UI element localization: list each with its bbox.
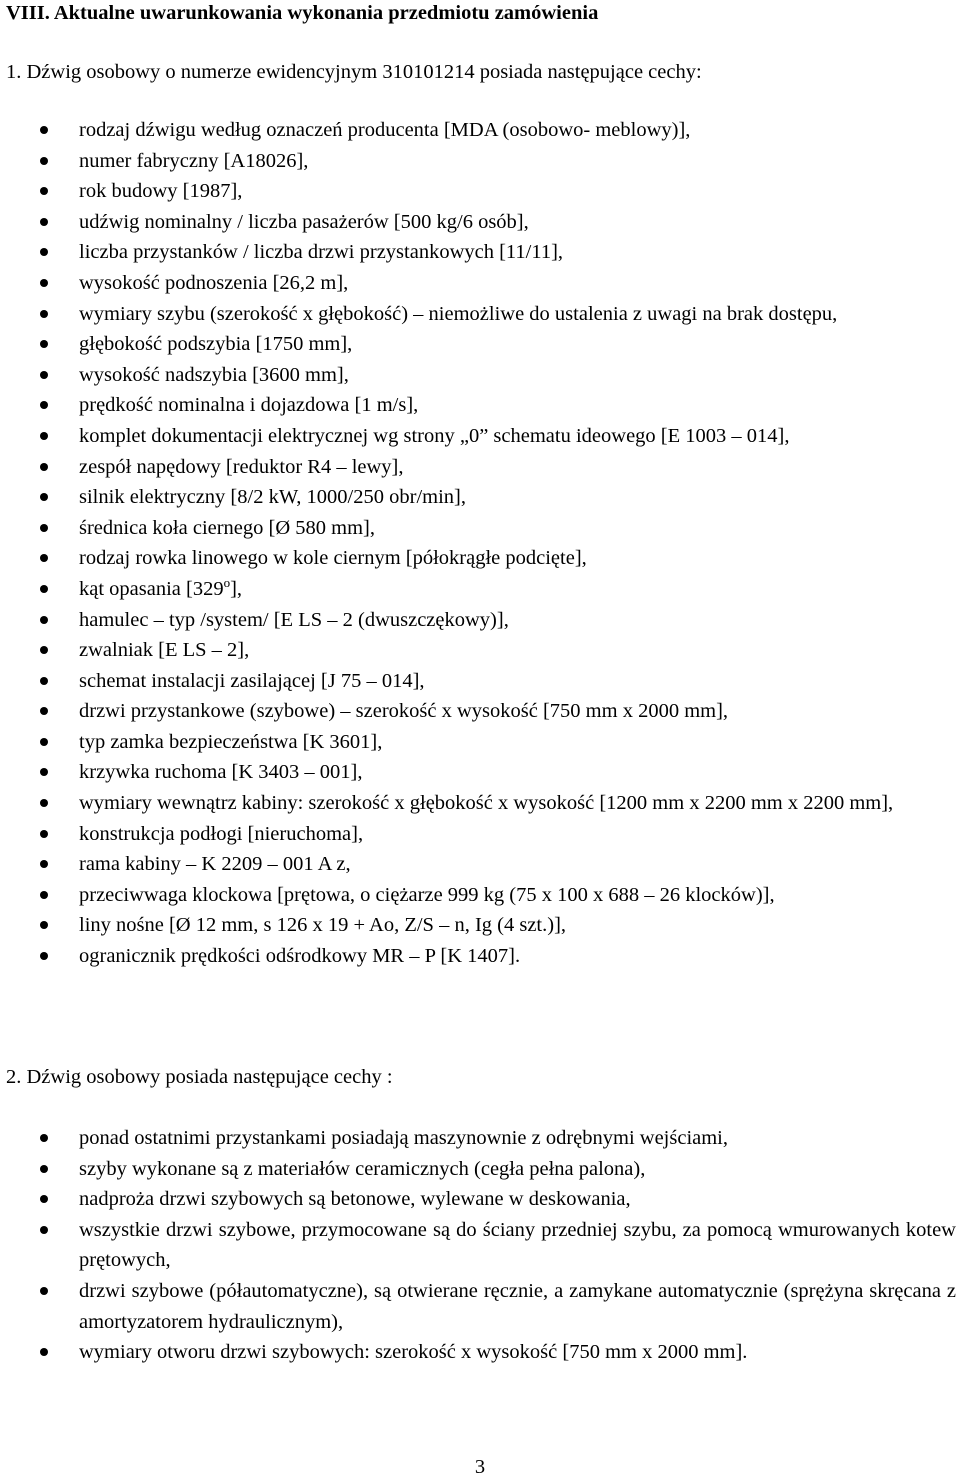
list-item: hamulec – typ /system/ [E LS – 2 (dwuszczękowy)],	[0, 605, 960, 636]
kat-opasania-text: kąt opasania [329$^o$],	[79, 575, 243, 600]
list-item: ponad ostatnimi przystankami posiadają maszynownie z odrębnymi wejściami,	[0, 1123, 960, 1154]
list-item: numer fabryczny [A18026],	[0, 146, 960, 177]
page-number: 3	[474, 1456, 486, 1478]
bullet-icon	[40, 1348, 48, 1356]
list-item: udźwig nominalny / liczba pasażerów [500 kg/6 osób],	[0, 207, 960, 238]
bullet-icon	[40, 738, 48, 746]
list-item: rok budowy [1987],	[0, 176, 960, 207]
list-item: ogranicznik prędkości odśrodkowy MR – P [K 1407].	[0, 941, 960, 972]
list-item: zwalniak [E LS – 2],	[0, 635, 960, 666]
bullet-icon	[40, 310, 48, 318]
section-heading: VIII. Aktualne uwarunkowania wykonania przedmiotu zamówienia	[6, 2, 599, 24]
list-item: średnica koła ciernego [Ø 580 mm],	[0, 513, 960, 544]
list-item: typ zamka bezpieczeństwa [K 3601],	[0, 727, 960, 758]
bullet-icon	[40, 860, 48, 868]
list-item: wymiary otworu drzwi szybowych: szerokość x wysokość [750 mm x 2000 mm].	[0, 1337, 960, 1368]
section-2-list	[0, 1123, 960, 1368]
bullet-icon	[40, 1165, 48, 1173]
bullet-icon	[40, 1226, 48, 1234]
list-item: rodzaj rowka linowego w kole ciernym [półokrągłe podcięte],	[0, 543, 960, 574]
bullet-icon	[40, 340, 48, 348]
bullet-icon	[40, 157, 48, 165]
list-item: zespół napędowy [reduktor R4 – lewy],	[0, 452, 960, 483]
list-item: wymiary wewnątrz kabiny: szerokość x głębokość x wysokość [1200 mm x 2200 mm x 2200 mm],	[0, 788, 960, 819]
bullet-icon	[40, 830, 48, 838]
list-item	[0, 574, 960, 605]
section-2-title: 2. Dźwig osobowy posiada następujące cechy :	[6, 1066, 393, 1088]
bullet-icon	[40, 126, 48, 134]
list-item: wysokość nadszybia [3600 mm],	[0, 360, 960, 391]
bullet-icon	[40, 891, 48, 899]
bullet-icon	[40, 432, 48, 440]
bullet-icon	[40, 1287, 48, 1295]
list-item: głębokość podszybia [1750 mm],	[0, 329, 960, 360]
bullet-icon	[40, 218, 48, 226]
bullet-icon	[40, 799, 48, 807]
list-item: wysokość podnoszenia [26,2 m],	[0, 268, 960, 299]
bullet-icon	[40, 493, 48, 501]
bullet-icon	[40, 646, 48, 654]
list-item: przeciwwaga klockowa [prętowa, o ciężarze 999 kg (75 x 100 x 688 – 26 klocków)],	[0, 880, 960, 911]
list-item: rodzaj dźwigu według oznaczeń producenta [MDA (osobowo- meblowy)],	[0, 115, 960, 146]
bullet-icon	[40, 768, 48, 776]
section-1-list	[0, 115, 960, 972]
list-item: komplet dokumentacji elektrycznej wg strony „0” schematu ideowego [E 1003 – 014],	[0, 421, 960, 452]
list-item: rama kabiny – K 2209 – 001 A z,	[0, 849, 960, 880]
bullet-icon	[40, 677, 48, 685]
bullet-icon	[40, 921, 48, 929]
list-item: schemat instalacji zasilającej [J 75 – 014],	[0, 666, 960, 697]
list-item: wymiary szybu (szerokość x głębokość) – niemożliwe do ustalenia z uwagi na brak dostępu,	[0, 299, 960, 330]
bullet-icon	[40, 616, 48, 624]
bullet-icon	[40, 401, 48, 409]
bullet-icon	[40, 463, 48, 471]
bullet-icon	[40, 371, 48, 379]
list-item: drzwi szybowe (półautomatyczne), są otwierane ręcznie, a zamykane automatycznie (sprężyna skręcana z amortyzatorem hydraulicznym),	[0, 1276, 960, 1337]
list-item: drzwi przystankowe (szybowe) – szerokość x wysokość [750 mm x 2000 mm],	[0, 696, 960, 727]
list-item: krzywka ruchoma [K 3403 – 001],	[0, 757, 960, 788]
list-item: liczba przystanków / liczba drzwi przystankowych [11/11],	[0, 237, 960, 268]
list-item: nadproża drzwi szybowych są betonowe, wylewane w deskowania,	[0, 1184, 960, 1215]
bullet-icon	[40, 279, 48, 287]
bullet-icon	[40, 248, 48, 256]
bullet-icon	[40, 1195, 48, 1203]
list-item: wszystkie drzwi szybowe, przymocowane są do ściany przedniej szybu, za pomocą wmurowanych kotew prętowych,	[0, 1215, 960, 1276]
bullet-icon	[40, 952, 48, 960]
bullet-icon	[40, 707, 48, 715]
bullet-icon	[40, 187, 48, 195]
list-item: silnik elektryczny [8/2 kW, 1000/250 obr/min],	[0, 482, 960, 513]
bullet-icon	[40, 554, 48, 562]
list-item: konstrukcja podłogi [nieruchoma],	[0, 819, 960, 850]
bullet-icon	[40, 585, 48, 593]
section-1-title: 1. Dźwig osobowy o numerze ewidencyjnym 310101214 posiada następujące cechy:	[6, 61, 702, 83]
list-item: prędkość nominalna i dojazdowa [1 m/s],	[0, 390, 960, 421]
bullet-icon	[40, 1134, 48, 1142]
list-item: liny nośne [Ø 12 mm, s 126 x 19 + Ao, Z/S – n, Ig (4 szt.)],	[0, 910, 960, 941]
list-item: szyby wykonane są z materiałów ceramicznych (cegła pełna palona),	[0, 1154, 960, 1185]
bullet-icon	[40, 524, 48, 532]
